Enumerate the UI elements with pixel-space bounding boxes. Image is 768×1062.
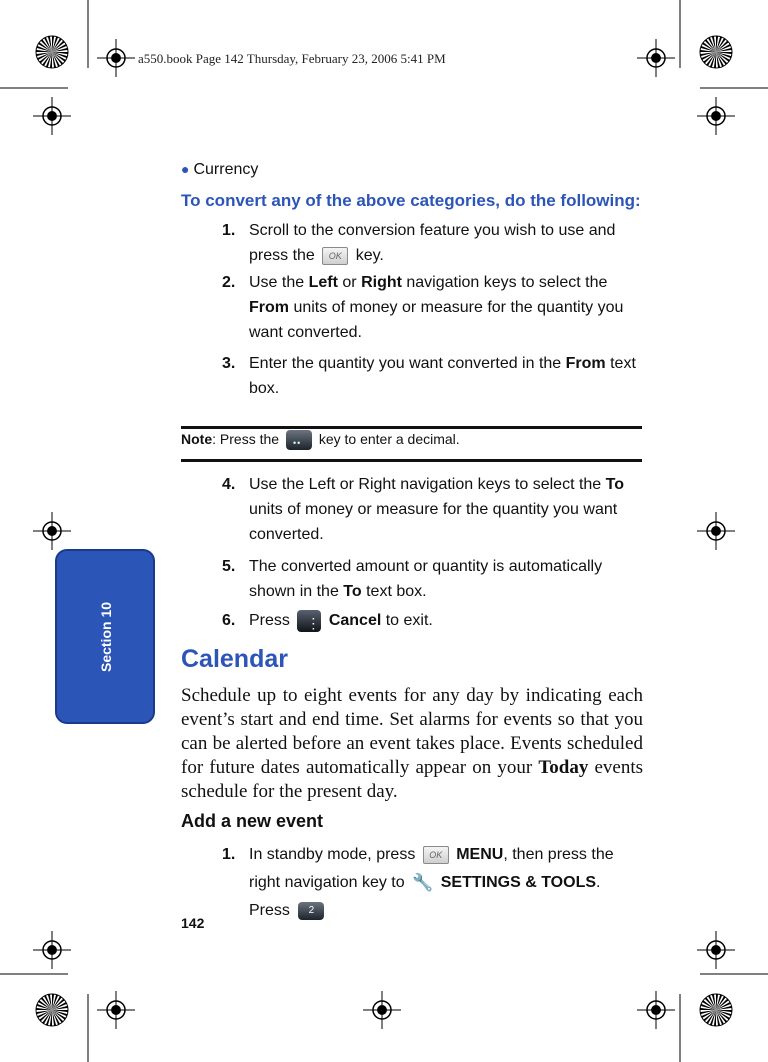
settings-tools-icon: 🔧: [412, 873, 434, 892]
instruction-heading: To convert any of the above categories, do the following:: [181, 191, 641, 210]
step-6: 6. Press ⋮ Cancel to exit.: [222, 608, 642, 633]
crosshair-dot: [377, 1005, 387, 1015]
crosshair-dot: [47, 526, 57, 536]
bullet-icon: ●: [181, 161, 190, 177]
crosshair-dot: [651, 53, 661, 63]
crosshair-dot: [47, 111, 57, 121]
step-2: 2. Use the Left or Right navigation keys to select the From units of money or measure for the quantity you want converted.: [222, 274, 624, 341]
crosshair-dot: [47, 945, 57, 955]
two-key-icon: 2: [298, 902, 324, 920]
crosshair-dot: [111, 53, 121, 63]
ok-key-icon: OK: [322, 247, 348, 265]
note-text: Note: Press the •• key to enter a decimal.: [181, 430, 460, 450]
section-tab-label: Section 10: [98, 601, 114, 673]
step-1: 1. Scroll to the conversion feature you wish to use and press the OK key.: [222, 222, 616, 264]
crosshair-dot: [711, 526, 721, 536]
calendar-title: Calendar: [181, 645, 288, 673]
add-event-heading: Add a new event: [181, 811, 324, 831]
book-header-line: a550.book Page 142 Thursday, February 23, 2006 5:41 PM: [138, 51, 446, 66]
decimal-key-icon: [286, 430, 312, 450]
step-3: 3. Enter the quantity you want converted in the From text box.: [222, 355, 636, 397]
step-4: 4. Use the Left or Right navigation keys to select the To units of money or measure for the quantity you want converted.: [222, 476, 625, 543]
cancel-key-icon: [297, 610, 321, 632]
calendar-paragraph: Schedule up to eight events for any day by indicating each event’s start and end time. Set alarms for events so that you can be alerted before an event takes place. Events scheduled for future dates automatically appear on your Today events schedule for the present day.: [181, 685, 644, 802]
crosshair-dot: [711, 945, 721, 955]
crosshair-dot: [711, 111, 721, 121]
crosshair-dot: [651, 1005, 661, 1015]
add-event-step-1: 1. In standby mode, press OK MENU, then press the right navigation key to 🔧 SETTINGS & TOOLS. Press 2: [222, 846, 614, 920]
step-5: 5. The converted amount or quantity is automatically shown in the To text box.: [222, 558, 603, 600]
menu-key-icon: OK: [423, 846, 449, 864]
page-number: 142: [181, 915, 205, 931]
bullet-item: ● Currency: [181, 161, 259, 178]
crosshair-dot: [111, 1005, 121, 1015]
